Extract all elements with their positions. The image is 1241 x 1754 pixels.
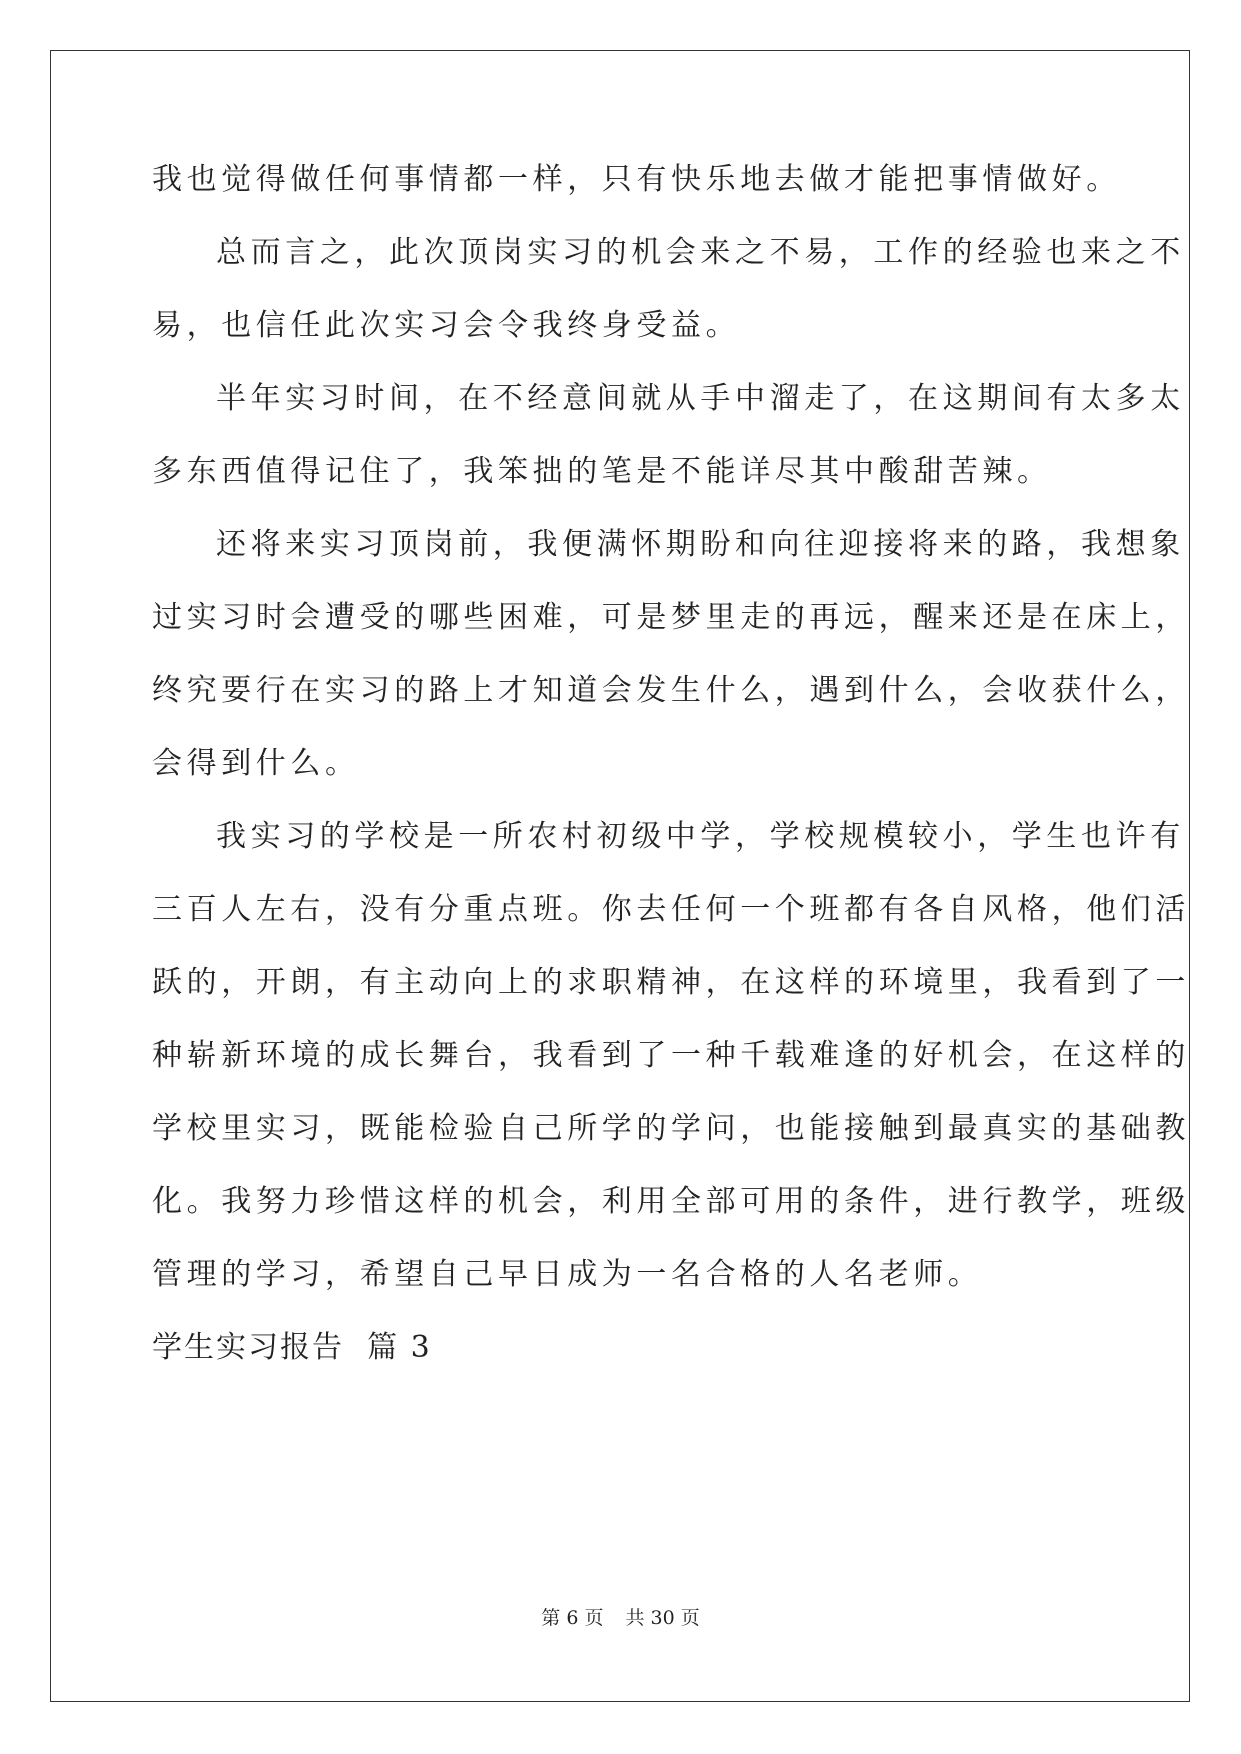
paragraph-start-line: 半年实习时间，在不经意间就从手中溜走了，在这期间有太多太 (216, 381, 1185, 416)
text-line: 会得到什么。 (152, 746, 360, 781)
page-border (50, 50, 1190, 1702)
section-heading: 学生实习报告 篇 3 (152, 1330, 432, 1365)
text-line: 过实习时会遭受的哪些困难，可是梦里走的再远，醒来还是在床上， (152, 600, 1190, 635)
page-number: 第 6 页 (541, 1607, 604, 1629)
text-line: 管理的学习，希望自己早日成为一名合格的人名老师。 (152, 1257, 983, 1292)
text-line: 跃的，开朗，有主动向上的求职精神，在这样的环境里，我看到了一 (152, 965, 1190, 1000)
text-line: 终究要行在实习的路上才知道会发生什么，遇到什么，会收获什么， (152, 673, 1190, 708)
text-line: 三百人左右，没有分重点班。你去任何一个班都有各自风格，他们活 (152, 892, 1190, 927)
paragraph-start-line: 还将来实习顶岗前，我便满怀期盼和向往迎接将来的路，我想象 (216, 527, 1185, 562)
text-line: 学校里实习，既能检验自己所学的学问，也能接触到最真实的基础教 (152, 1111, 1190, 1146)
text-line: 化。我努力珍惜这样的机会，利用全部可用的条件，进行教学，班级 (152, 1184, 1190, 1219)
page-total: 共 30 页 (625, 1607, 700, 1629)
page-footer (0, 1606, 1241, 1630)
text-line: 我也觉得做任何事情都一样，只有快乐地去做才能把事情做好。 (152, 162, 1121, 197)
paragraph-start-line: 我实习的学校是一所农村初级中学，学校规模较小，学生也许有 (216, 819, 1185, 854)
text-line: 种崭新环境的成长舞台，我看到了一种千载难逢的好机会，在这样的 (152, 1038, 1190, 1073)
paragraph-start-line: 总而言之，此次顶岗实习的机会来之不易，工作的经验也来之不 (216, 235, 1185, 270)
text-line: 多东西值得记住了，我笨拙的笔是不能详尽其中酸甜苦辣。 (152, 454, 1052, 489)
text-line: 易，也信任此次实习会令我终身受益。 (152, 308, 741, 343)
